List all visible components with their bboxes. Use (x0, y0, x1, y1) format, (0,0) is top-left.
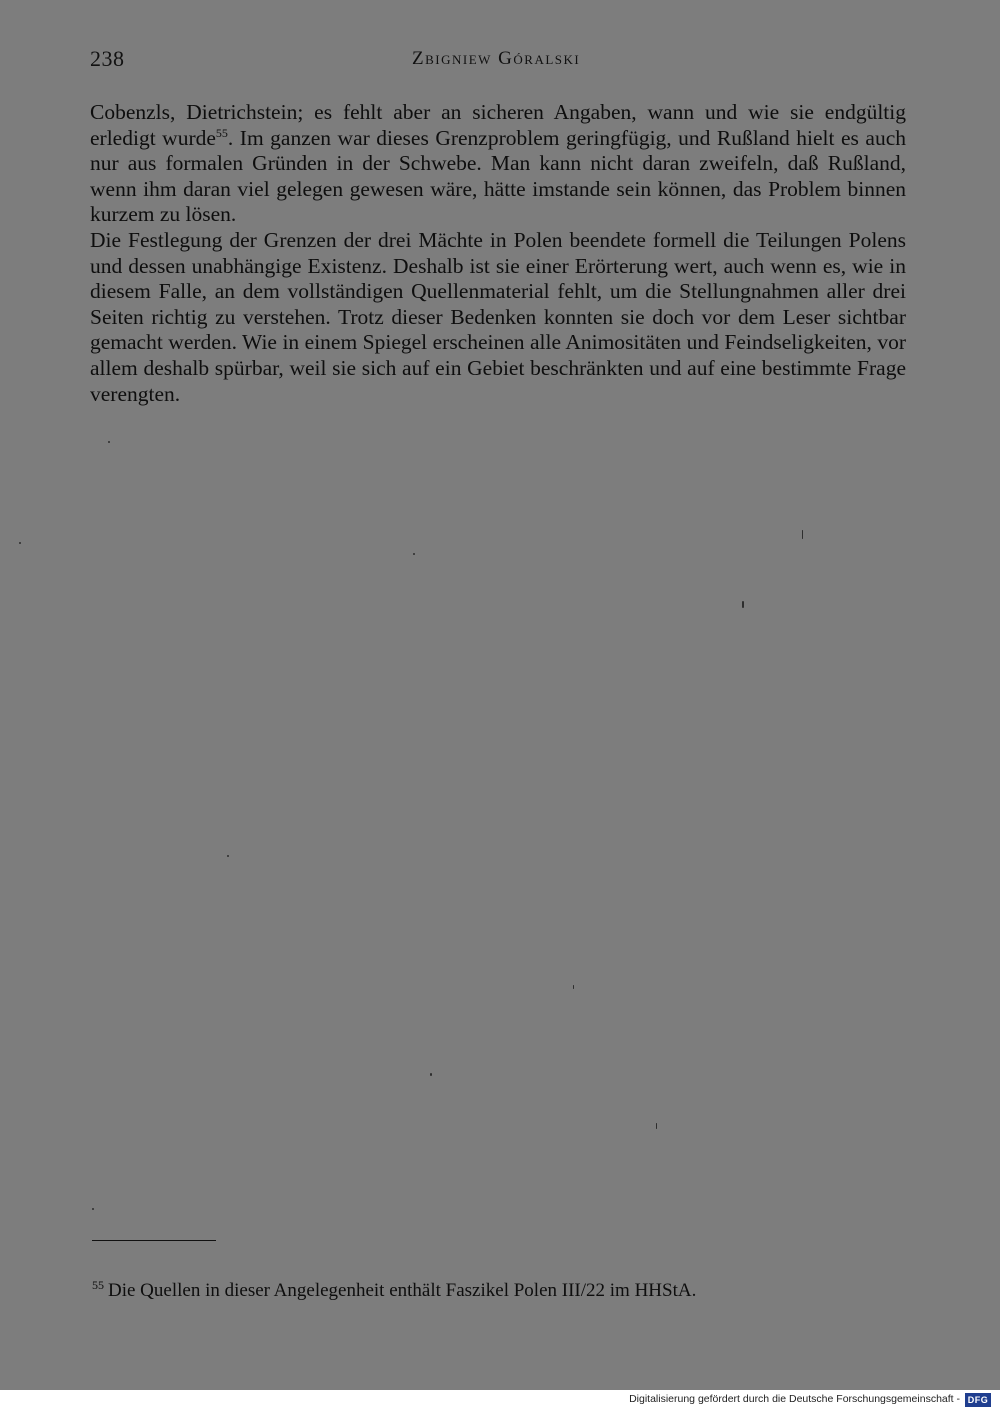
scan-speck (742, 601, 744, 608)
paragraph-1-part-a: Cobenzls, Dietrichstein; es fehlt aber an sicheren Angaben, wann und wie sie endgültig erledigt wurde (90, 100, 906, 150)
page-number: 238 (90, 46, 125, 71)
running-head: Zbigniew Góralski (412, 48, 581, 69)
footnote-mark: 55 (92, 1277, 104, 1292)
digitization-credit: Digitalisierung gefördert durch die Deutsche Forschungsgemeinschaft - (629, 1393, 960, 1405)
scan-speck (430, 1073, 432, 1076)
footnote (92, 1279, 906, 1303)
paragraph-1 (90, 100, 906, 228)
paragraph-1-part-b: . Im ganzen war dieses Grenzproblem geringfügig, und Rußland hielt es auch nur aus formalen Gründen in der Schwebe. Man kann nicht daran zweifeln, daß Rußland, wenn ihm daran viel gelegen gewesen wäre, hätte imstande sein können, das Problem binnen kurzem zu lösen. (90, 125, 906, 227)
scan-speck (92, 1208, 94, 1210)
dfg-logo-icon: DFG (965, 1393, 991, 1407)
footnote-text: Die Quellen in dieser Angelegenheit enthält Faszikel Polen III/22 im HHStA. (108, 1280, 697, 1301)
footnote-reference: 55 (215, 125, 228, 140)
scan-speck (573, 985, 574, 989)
scan-speck (108, 441, 110, 443)
scan-speck (227, 855, 229, 857)
scan-speck (413, 553, 415, 555)
page-header (90, 46, 906, 76)
scan-speck (19, 542, 21, 544)
body-text (90, 100, 906, 407)
footnote-rule (92, 1240, 216, 1241)
digitization-credit-bar (0, 1390, 1000, 1411)
paragraph-2: Die Festlegung der Grenzen der drei Mächte in Polen beendete formell die Teilungen Polens und dessen unabhängige Existenz. Deshalb ist sie einer Erörterung wert, auch wenn es, wie in diesem Falle, an dem vollständigen Quellenmaterial fehlt, um die Stellungnahmen aller drei Seiten richtig zu verstehen. Trotz dieser Bedenken konnten sie doch vor dem Leser sichtbar gemacht werden. Wie in einem Spiegel erscheinen alle Animositäten und Feindseligkeiten, vor allem deshalb spürbar, weil sie sich auf ein Gebiet beschränkten und auf eine bestimmte Frage verengten. (90, 227, 906, 406)
scan-speck (656, 1123, 657, 1129)
scan-speck (802, 530, 803, 539)
